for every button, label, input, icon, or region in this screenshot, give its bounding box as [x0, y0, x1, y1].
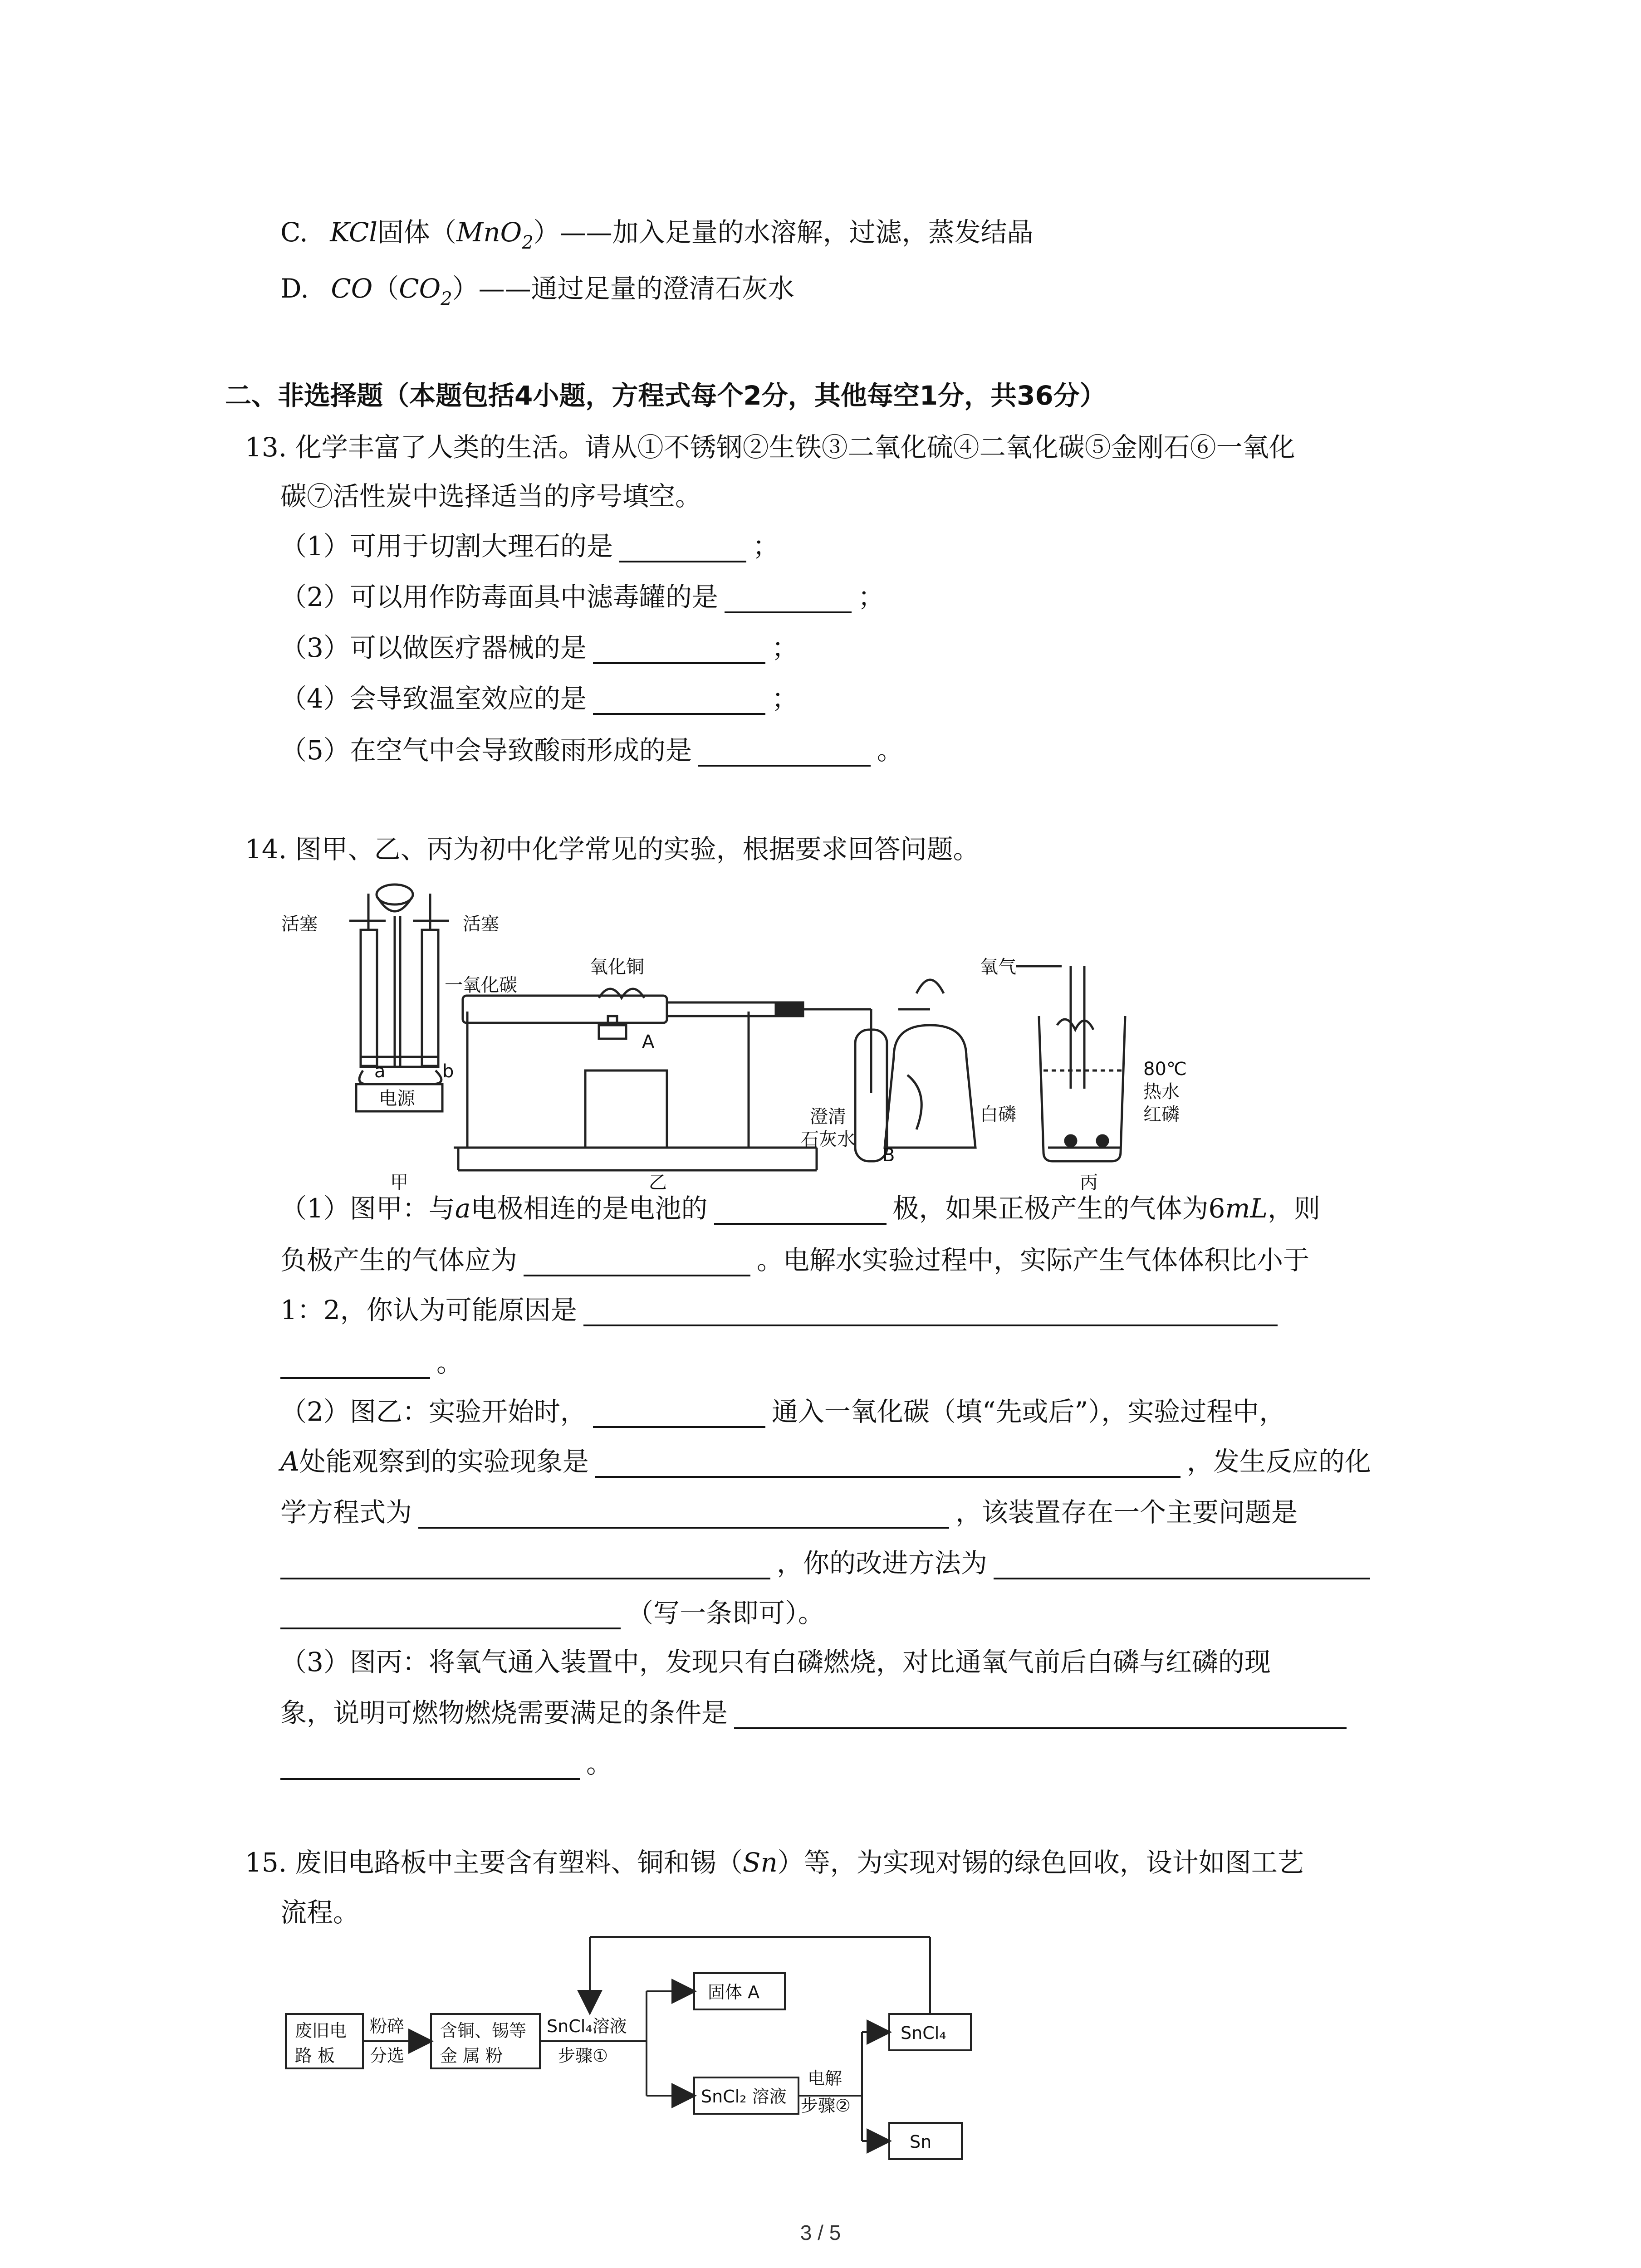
question-text: ，该装置存在一个主要问题是	[955, 1497, 1298, 1528]
question-text: （1）可用于切割大理石的是	[280, 531, 613, 562]
section-title: 二、非选择题（本题包括4小题，方程式每个2分，其他每空1分，共36分）	[225, 380, 1106, 411]
option-text: ）——通过足量的澄清石灰水	[452, 273, 794, 304]
flow-step2-bottom: 步骤②	[801, 2096, 851, 2116]
option-text: （	[372, 273, 399, 304]
q14-figure	[272, 875, 1270, 1193]
question-text: ，发生反应的化	[1186, 1446, 1371, 1477]
label-valve-left: 活塞	[281, 914, 318, 934]
symbol: a	[455, 1193, 471, 1224]
answer-blank[interactable]	[593, 638, 765, 664]
answer-blank[interactable]	[593, 1402, 765, 1428]
punct: ；	[771, 683, 798, 714]
answer-blank[interactable]	[280, 1553, 770, 1579]
question-text: （4）会导致温室效应的是	[280, 683, 587, 714]
answer-blank[interactable]	[619, 536, 746, 562]
label-electrode-a: a	[374, 1061, 386, 1082]
answer-blank[interactable]	[280, 1353, 430, 1379]
punct: 。	[586, 1748, 613, 1779]
question-text: （2）可以用作防毒面具中滤毒罐的是	[280, 582, 718, 612]
flow-box2-line1: 含铜、锡等	[440, 2021, 527, 2041]
q14-p1-line2	[280, 1244, 1309, 1276]
symbol: Sn	[742, 1847, 778, 1878]
question-text: 负极产生的气体应为	[280, 1245, 518, 1276]
q14-p3-line1: （3）图丙：将氧气通入装置中，发现只有白磷燃烧，对比通氧气前后白磷与红磷的现	[280, 1647, 1271, 1677]
label-yi: 乙	[649, 1172, 667, 1193]
question-text: （写一条即可）。	[627, 1598, 825, 1628]
label-valve-right: 活塞	[463, 914, 499, 934]
q15-stem-line2: 流程。	[280, 1897, 360, 1928]
option-text: ）——加入足量的水溶解，过滤，蒸发结晶	[533, 217, 1034, 248]
option-text: 固体（	[377, 217, 456, 248]
question-text: 处能观察到的实验现象是	[299, 1446, 589, 1477]
flow-arrow1-top: 粉碎	[370, 2016, 405, 2036]
subscript: 2	[522, 232, 534, 253]
formula: CO	[331, 273, 373, 304]
label-oxygen: 氧气	[980, 957, 1016, 978]
label-A: A	[642, 1031, 655, 1052]
flow-solid-a: 固体 A	[708, 1982, 760, 2002]
label-red-p: 红磷	[1143, 1104, 1180, 1125]
punct: ；	[771, 632, 798, 663]
formula: MnO	[456, 217, 522, 248]
question-text: 。电解水实验过程中，实际产生气体体积比小于	[757, 1245, 1310, 1276]
q13-sub2	[280, 581, 884, 613]
question-text: 电极相连的是电池的	[470, 1193, 708, 1224]
label-co: 一氧化碳	[445, 975, 517, 996]
q14-stem: 14. 图甲、乙、丙为初中化学常见的实验，根据要求回答问题。	[245, 834, 980, 865]
label-limewater-1: 澄清	[810, 1106, 846, 1127]
formula: KCl	[330, 217, 377, 248]
q14-p2-line4	[280, 1547, 1376, 1579]
q15-flowchart	[272, 1932, 1043, 2168]
q14-p2-line1	[280, 1395, 1285, 1428]
question-text: 学方程式为	[280, 1497, 412, 1528]
question-text: ，你的改进方法为	[777, 1548, 988, 1579]
label-power: 电源	[379, 1088, 415, 1109]
question-text: 极，如果正极产生的气体为6	[892, 1193, 1225, 1224]
answer-blank[interactable]	[593, 689, 765, 715]
question-text: （3）可以做医疗器械的是	[280, 632, 587, 663]
q14-p2-line3	[280, 1496, 1298, 1529]
flow-step1-bottom: 步骤①	[558, 2046, 608, 2066]
option-label: C.	[280, 217, 308, 248]
q14-p3-line3	[280, 1747, 612, 1780]
symbol: A	[280, 1446, 299, 1477]
unit: mL	[1225, 1193, 1268, 1224]
question-text: 15. 废旧电路板中主要含有塑料、铜和锡（	[245, 1847, 743, 1878]
option-label: D.	[280, 273, 309, 304]
q13-sub4	[280, 682, 798, 715]
label-electrode-b: b	[442, 1061, 454, 1082]
label-bing: 丙	[1080, 1172, 1098, 1193]
answer-blank[interactable]	[524, 1250, 750, 1276]
flow-step1-top: SnCl₄溶液	[547, 2016, 627, 2036]
flow-step2-top: 电解	[808, 2068, 843, 2088]
label-limewater-2: 石灰水	[801, 1129, 855, 1150]
question-text: （2）图乙：实验开始时，	[280, 1396, 587, 1427]
q13-sub5	[280, 734, 903, 767]
answer-blank[interactable]	[595, 1452, 1181, 1478]
subscript: 2	[441, 288, 452, 309]
apparatus-bing	[1016, 966, 1125, 1161]
flow-sncl2: SnCl₂ 溶液	[701, 2087, 787, 2107]
question-text: （1）图甲：与	[280, 1193, 455, 1224]
answer-blank[interactable]	[734, 1703, 1347, 1729]
q14-p2-line2	[280, 1445, 1371, 1478]
formula: CO	[399, 273, 441, 304]
q13-sub1	[280, 530, 779, 562]
label-white-p: 白磷	[980, 1104, 1016, 1125]
question-text: ）等，为实现对锡的绿色回收，设计如图工艺	[777, 1847, 1304, 1878]
page-number: 3 / 5	[800, 2221, 841, 2244]
option-d	[280, 272, 794, 315]
option-c	[280, 216, 1034, 259]
answer-blank[interactable]	[280, 1754, 580, 1780]
label-jia: 甲	[390, 1172, 408, 1193]
punct: ；	[752, 531, 779, 562]
answer-blank[interactable]	[994, 1553, 1370, 1579]
q14-p2-line5	[280, 1597, 824, 1629]
label-hot-water: 热水	[1143, 1081, 1180, 1102]
q14-p3-line2	[280, 1696, 1353, 1729]
flow-box1-line1: 废旧电	[295, 2021, 347, 2041]
q13-stem-line1: 13. 化学丰富了人类的生活。请从①不锈钢②生铁③二氧化硫④二氧化碳⑤金刚石⑥一氧化	[245, 432, 1295, 463]
q14-p1-line4	[280, 1346, 463, 1379]
answer-blank[interactable]	[698, 740, 871, 767]
q13-stem-line2: 碳⑦活性炭中选择适当的序号填空。	[280, 481, 702, 512]
flow-sncl4: SnCl₄	[901, 2023, 946, 2043]
answer-blank[interactable]	[583, 1300, 1278, 1326]
q14-p1-line3	[280, 1294, 1284, 1326]
punct: 。	[877, 735, 903, 766]
answer-blank[interactable]	[725, 587, 852, 613]
label-B: B	[882, 1145, 895, 1166]
flow-box2-line2: 金 属 粉	[440, 2046, 503, 2066]
question-text: 通入一氧化碳（填“先或后”），实验过程中，	[771, 1396, 1286, 1427]
question-text: 1：2，你认为可能原因是	[280, 1295, 577, 1325]
q15-stem-line1	[245, 1846, 1304, 1879]
question-text: （5）在空气中会导致酸雨形成的是	[280, 735, 692, 766]
apparatus-jia	[349, 885, 449, 1111]
label-cuo: 氧化铜	[590, 957, 644, 978]
label-temp: 80℃	[1143, 1059, 1187, 1080]
answer-blank[interactable]	[280, 1603, 621, 1629]
q13-sub3	[280, 631, 798, 664]
punct: 。	[436, 1347, 463, 1378]
apparatus-yi	[454, 980, 975, 1170]
question-text: 象，说明可燃物燃烧需要满足的条件是	[280, 1697, 728, 1728]
answer-blank[interactable]	[714, 1198, 887, 1225]
flow-arrow1-bottom: 分选	[370, 2046, 405, 2066]
answer-blank[interactable]	[418, 1502, 949, 1529]
flow-box1-line2: 路 板	[295, 2046, 335, 2066]
question-text: ，则	[1267, 1193, 1320, 1224]
q14-p1-line1	[280, 1192, 1320, 1225]
punct: ；	[857, 582, 884, 612]
flow-sn: Sn	[910, 2132, 932, 2152]
